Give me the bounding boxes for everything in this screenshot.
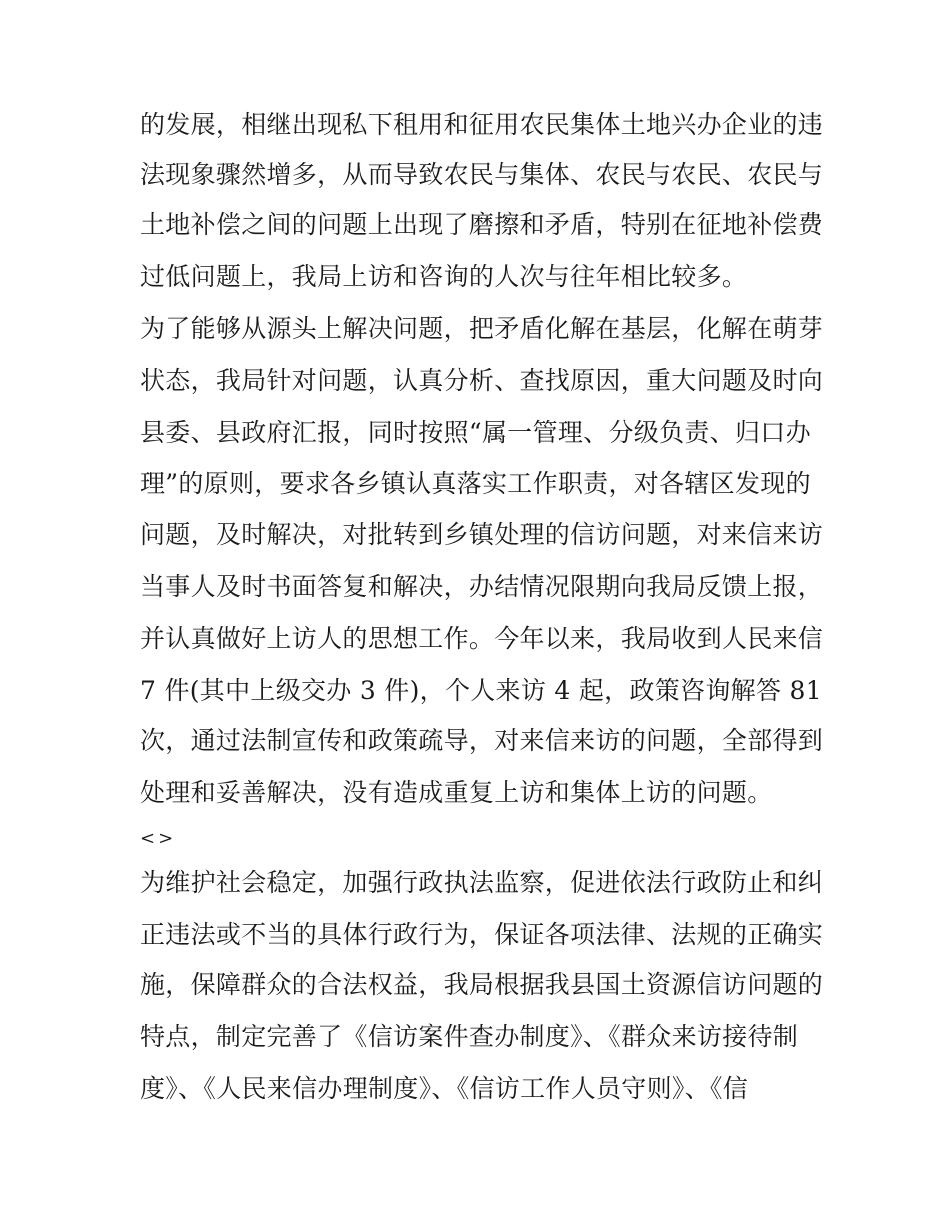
text-line: 处理和妥善解决，没有造成重复上访和集体上访的问题。 <box>140 778 773 807</box>
text-line: 特点，制定完善了《信访案件查办制度》、《群众来访接待制 <box>140 1022 799 1051</box>
text-line: 施，保障群众的合法权益，我局根据我县国土资源信访问题的 <box>140 970 824 999</box>
text-line: 法现象骤然增多，从而导致农民与集体、农民与农民、农民与 <box>140 160 824 189</box>
text-line: 度》、《人民来信办理制度》、《信访工作人员守则》、《信 <box>140 1074 749 1103</box>
text-line: 县委、县政府汇报，同时按照“属一管理、分级负责、归口办 <box>140 418 811 447</box>
section-marker: <> <box>140 828 177 849</box>
text-line: 问题，及时解决，对批转到乡镇处理的信访问题，对来信来访 <box>140 520 824 549</box>
text-line: 的发展，相继出现私下租用和征用农民集体土地兴办企业的违 <box>140 110 824 139</box>
text-line: 次，通过法制宣传和政策疏导，对来信来访的问题，全部得到 <box>140 726 824 755</box>
text-line: 当事人及时书面答复和解决，办结情况限期向我局反馈上报， <box>140 572 824 601</box>
text-line: 理”的原则，要求各乡镇认真落实工作职责，对各辖区发现的 <box>140 469 811 498</box>
text-line: 为维护社会稳定，加强行政执法监察，促进依法行政防止和纠 <box>140 868 824 897</box>
text-line: 7 件(其中上级交办 3 件)，个人来访 4 起，政策咨询解答 81 <box>140 676 822 705</box>
text-line: 为了能够从源头上解决问题，把矛盾化解在基层，化解在萌芽 <box>140 314 824 343</box>
text-line: 过低问题上，我局上访和咨询的人次与往年相比较多。 <box>140 262 748 291</box>
text-line: 正违法或不当的具体行政行为，保证各项法律、法规的正确实 <box>140 920 824 949</box>
text-line: 状态，我局针对问题，认真分析、查找原因，重大问题及时向 <box>140 366 824 395</box>
text-line: 并认真做好上访人的思想工作。今年以来，我局收到人民来信 <box>140 624 824 653</box>
text-line: 土地补偿之间的问题上出现了磨擦和矛盾，特别在征地补偿费 <box>140 210 824 239</box>
